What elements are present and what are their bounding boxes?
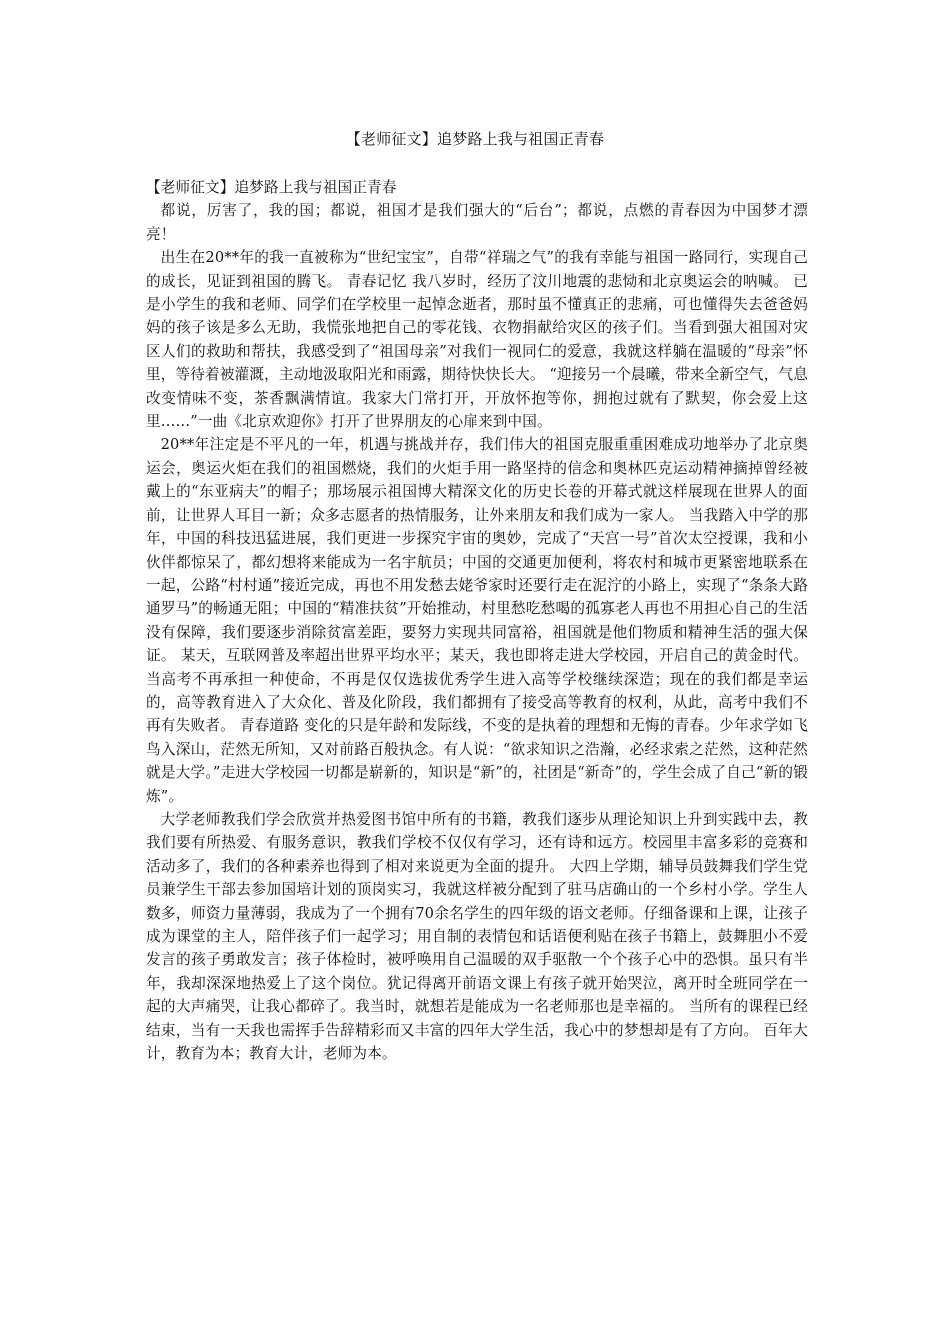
paragraph-2: 出生在20**年的我一直被称为“世纪宝宝”，自带“祥瑞之气”的我有幸能与祖国一路同行，实现自己的成长，见证到祖国的腾飞。 青春记忆 我八岁时，经历了汶川地震的悲恸和北京奥运会的呐喊。 已是小学生的我和老师、同学们在学校里一起悼念逝者，那时虽不懂真正的悲痛，可也懂得失去爸爸妈妈的孩子该是多么无助，我慌张地把自己的零花钱、衣物捐献给灾区的孩子们。当看到强大祖国对灾区人们的救助和帮扶，我感受到了“祖国母亲”对我们一视同仁的爱意，我就这样躺在温暖的“母亲”怀里，等待着被灌溉，主动地汲取阳光和雨露，期待快快长大。 “迎接另一个晨曦，带来全新空气，气息改变情味不变，茶香飘满情谊。我家大门常打开，开放怀抱等你，拥抱过就有了默契，你会爱上这里……”一曲《北京欢迎你》打开了世界朋友的心扉来到中国。 (146, 249, 808, 431)
paragraph-4: 大学老师教我们学会欣赏并热爱图书馆中所有的书籍，教我们逐步从理论知识上升到实践中去，教我们要有所热爱、有服务意识，教我们学校不仅仅有学习，还有诗和远方。校园里丰富多彩的竞赛和活动多了，我们的各种素养也得到了相对来说更为全面的提升。 大四上学期，辅导员鼓舞我们学生党员兼学生干部去参加国培计划的顶岗实习，我就这样被分配到了驻马店确山的一个乡村小学。学生人数多，师资力量薄弱，我成为了一个拥有70余名学生的四年级的语文老师。仔细备课和上课，让孩子成为课堂的主人，陪伴孩子们一起学习；用自制的表情包和话语便利贴在孩子书籍上，鼓舞胆小不爱发言的孩子勇敢发言；孩子体检时，被呼唤用自己温暖的双手驱散一个个孩子心中的恐惧。虽只有半年，我却深深地热爱上了这个岗位。犹记得离开前语文课上有孩子就开始哭泣，离开时全班同学在一起的大声痛哭，让我心都碎了。我当时，就想若是能成为一名老师那也是幸福的。 当所有的课程已经结束，当有一天我也需挥手告辞精彩而又丰富的四年大学生活，我心中的梦想却是有了方向。 百年大计，教育为本；教育大计，老师为本。 (146, 810, 808, 1063)
paragraph-1: 都说，厉害了，我的国；都说，祖国才是我们强大的“后台”；都说，点燃的青春因为中国梦才漂亮！ (146, 202, 808, 243)
document-title: 【老师征文】追梦路上我与祖国正青春 (345, 130, 605, 148)
paragraph-3: 20**年注定是不平凡的一年，机遇与挑战并存，我们伟大的祖国克服重重困难成功地举办了北京奥运会，奥运火炬在我们的祖国燃烧，我们的火炬手用一路坚持的信念和奥林匹克运动精神摘掉曾经被戴上的“东亚病夫”的帽子；那场展示祖国博大精深文化的历史长卷的开幕式就这样展现在世界人的面前，让世界人耳目一新；众多志愿者的热情服务，让外来朋友和我们成为一家人。 当我踏入中学的那年，中国的科技迅猛进展，我们更进一步探究宇宙的奥妙，完成了“天宫一号”首次太空授课，我和小伙伴都惊呆了，都幻想将来能成为一名宇航员；中国的交通更加便利，将农村和城市更紧密地联系在一起，公路“村村通”接近完成，再也不用发愁去姥爷家时还要行走在泥泞的小路上，实现了“条条大路通罗马”的畅通无阻；中国的“精准扶贫”开始推动，村里愁吃愁喝的孤寡老人再也不用担心自己的生活没有保障，我们要逐步消除贫富差距，要努力实现共同富裕，祖国就是他们物质和精神生活的强大保证。 某天，互联网普及率超出世界平均水平；某天，我也即将走进大学校园，开启自己的黄金时代。 当高考不再承担一种使命，不再是仅仅选拔优秀学生进入高等学校继续深造；现在的我们都是幸运的，高等教育进入了大众化、普及化阶段，我们都拥有了接受高等教育的权利，从此，高考中我们不再有失败者。 青春道路 变化的只是年龄和发际线，不变的是执着的理想和无悔的青春。少年求学如飞鸟入深山，茫然无所知，又对前路百般执念。有人说：“欲求知识之浩瀚，必经求索之茫然，这种茫然就是大学。”走进大学校园一切都是崭新的，知识是“新”的，社团是“新奇”的，学生会成了自己“新的锻炼”。 (146, 436, 808, 805)
document-body (146, 176, 808, 1065)
document-subtitle: 【老师征文】追梦路上我与祖国正青春 (146, 179, 397, 196)
